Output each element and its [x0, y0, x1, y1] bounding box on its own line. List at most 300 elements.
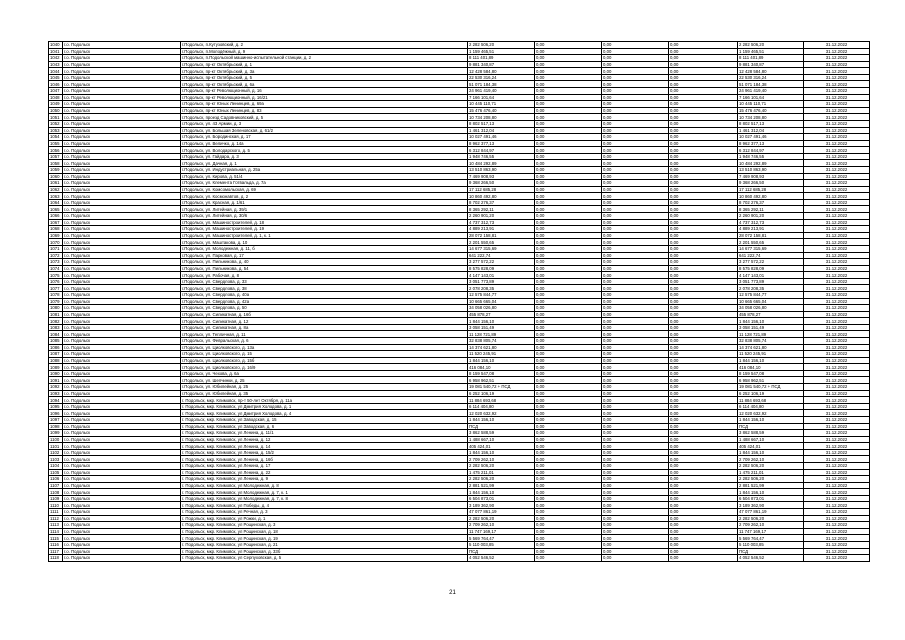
total-cost-cell: 416 084,10 — [468, 364, 535, 371]
local-funds-cell: 0,00 — [669, 74, 738, 81]
table-row — [49, 55, 870, 62]
deadline-date-cell: 31.12.2022 — [804, 140, 870, 147]
regional-funds-cell: 0,00 — [602, 305, 669, 312]
federal-funds-cell: 0,00 — [535, 515, 602, 522]
owner-funds-cell: 3 277 572,22 — [738, 259, 804, 266]
municipality-cell: г.о. Подольск — [63, 114, 181, 121]
municipality-cell: г.о. Подольск — [63, 515, 181, 522]
total-cost-cell: 1 844 156,10 — [468, 416, 535, 423]
row-number-cell: 1108 — [49, 489, 63, 496]
row-number-cell: 1109 — [49, 495, 63, 502]
local-funds-cell: 0,00 — [669, 338, 738, 345]
federal-funds-cell: 0,00 — [535, 522, 602, 529]
total-cost-cell: 34 058 026,80 — [468, 305, 535, 312]
address-cell: г. Подольск, мкр. Климовск, ул Речная, д. 3 — [181, 509, 468, 516]
owner-funds-cell: 2 282 506,20 — [738, 515, 804, 522]
address-cell: г.Подольск, пр-кт Октябрьский, д. 5 — [181, 74, 468, 81]
deadline-date-cell: 31.12.2022 — [804, 515, 870, 522]
deadline-date-cell: 31.12.2022 — [804, 81, 870, 88]
total-cost-cell: 15 476 476,40 — [468, 107, 535, 114]
owner-funds-cell: 6 252 106,19 — [738, 390, 804, 397]
table-row — [49, 259, 870, 266]
local-funds-cell: 0,00 — [669, 390, 738, 397]
municipality-cell: г.о. Подольск — [63, 147, 181, 154]
owner-funds-cell: 455 878,27 — [738, 311, 804, 318]
regional-funds-cell: 0,00 — [602, 199, 669, 206]
municipality-cell: г.о. Подольск — [63, 502, 181, 509]
owner-funds-cell: 32 838 805,74 — [738, 338, 804, 345]
owner-funds-cell: 1 948 746,55 — [738, 153, 804, 160]
municipality-cell: г.о. Подольск — [63, 68, 181, 75]
total-cost-cell: 32 838 805,74 — [468, 338, 535, 345]
row-number-cell: 1050 — [49, 107, 63, 114]
municipality-cell: г.о. Подольск — [63, 291, 181, 298]
total-cost-cell: 9 368 266,50 — [468, 180, 535, 187]
deadline-date-cell: 31.12.2022 — [804, 364, 870, 371]
federal-funds-cell: 0,00 — [535, 291, 602, 298]
federal-funds-cell: 0,00 — [535, 535, 602, 542]
owner-funds-cell: 6 504 873,01 — [738, 495, 804, 502]
local-funds-cell: 0,00 — [669, 489, 738, 496]
table-row — [49, 107, 870, 114]
local-funds-cell: 0,00 — [669, 160, 738, 167]
municipality-cell: г.о. Подольск — [63, 403, 181, 410]
row-number-cell: 1077 — [49, 285, 63, 292]
row-number-cell: 1044 — [49, 68, 63, 75]
deadline-date-cell: 31.12.2022 — [804, 410, 870, 417]
total-cost-cell: 5 569 764,47 — [468, 535, 535, 542]
total-cost-cell: 8 802 517,13 — [468, 120, 535, 127]
municipality-cell: г.о. Подольск — [63, 423, 181, 430]
total-cost-cell: 2 282 506,20 — [468, 42, 535, 49]
row-number-cell: 1055 — [49, 140, 63, 147]
regional-funds-cell: 0,00 — [602, 42, 669, 49]
local-funds-cell: 0,00 — [669, 423, 738, 430]
deadline-date-cell: 31.12.2022 — [804, 219, 870, 226]
table-row — [49, 324, 870, 331]
total-cost-cell: 28 072 158,81 — [468, 232, 535, 239]
municipality-cell: г.о. Подольск — [63, 384, 181, 391]
local-funds-cell: 0,00 — [669, 186, 738, 193]
regional-funds-cell: 0,00 — [602, 259, 669, 266]
federal-funds-cell: 0,00 — [535, 416, 602, 423]
federal-funds-cell: 0,00 — [535, 147, 602, 154]
municipality-cell: г.о. Подольск — [63, 351, 181, 358]
local-funds-cell: 0,00 — [669, 555, 738, 562]
federal-funds-cell: 0,00 — [535, 548, 602, 555]
local-funds-cell: 0,00 — [669, 502, 738, 509]
local-funds-cell: 0,00 — [669, 522, 738, 529]
owner-funds-cell: 8 575 828,09 — [738, 265, 804, 272]
apartment-repair-table — [48, 41, 870, 562]
address-cell: г.Подольск, проезд Садовниковский, д. 5 — [181, 114, 468, 121]
total-cost-cell: 1 948 746,55 — [468, 153, 535, 160]
local-funds-cell: 0,00 — [669, 107, 738, 114]
address-cell: г.Подольск, ул. Юбилейная, д. 35 — [181, 390, 468, 397]
municipality-cell: г.о. Подольск — [63, 476, 181, 483]
owner-funds-cell: 1 461 312,04 — [738, 127, 804, 134]
total-cost-cell: 12 020 632,92 — [468, 410, 535, 417]
address-cell: г.Подольск, ул. Свердлова, д. 42а — [181, 298, 468, 305]
municipality-cell: г.о. Подольск — [63, 397, 181, 404]
municipality-cell: г.о. Подольск — [63, 364, 181, 371]
municipality-cell: г.о. Подольск — [63, 206, 181, 213]
regional-funds-cell: 0,00 — [602, 107, 669, 114]
address-cell: г. Подольск, мкр. Климовск, ул Ленина, д. 17 — [181, 463, 468, 470]
table-row — [49, 265, 870, 272]
owner-funds-cell: 14 677 315,69 — [738, 245, 804, 252]
table-row — [49, 311, 870, 318]
total-cost-cell: 51 071 184,38 — [468, 81, 535, 88]
owner-funds-cell: 10 445 110,71 — [738, 101, 804, 108]
table-row — [49, 548, 870, 555]
table-row — [49, 232, 870, 239]
total-cost-cell: 3 051 773,89 — [468, 278, 535, 285]
municipality-cell: г.о. Подольск — [63, 443, 181, 450]
row-number-cell: 1089 — [49, 364, 63, 371]
municipality-cell: г.о. Подольск — [63, 81, 181, 88]
federal-funds-cell: 0,00 — [535, 259, 602, 266]
regional-funds-cell: 0,00 — [602, 298, 669, 305]
local-funds-cell: 0,00 — [669, 357, 738, 364]
table-row — [49, 403, 870, 410]
row-number-cell: 1065 — [49, 206, 63, 213]
federal-funds-cell: 0,00 — [535, 305, 602, 312]
local-funds-cell: 0,00 — [669, 463, 738, 470]
municipality-cell: г.о. Подольск — [63, 344, 181, 351]
federal-funds-cell: 0,00 — [535, 245, 602, 252]
federal-funds-cell: 0,00 — [535, 331, 602, 338]
table-row — [49, 456, 870, 463]
federal-funds-cell: 0,00 — [535, 272, 602, 279]
address-cell: г.Подольск, ул. Молодежная, д. 11, б — [181, 245, 468, 252]
deadline-date-cell: 31.12.2022 — [804, 291, 870, 298]
federal-funds-cell: 0,00 — [535, 186, 602, 193]
address-cell: г. Подольск, мкр. Климовск, ул Рощинская, д. 18 — [181, 528, 468, 535]
owner-funds-cell: 5 110 003,85 — [738, 541, 804, 548]
federal-funds-cell: 0,00 — [535, 370, 602, 377]
row-number-cell: 1079 — [49, 298, 63, 305]
owner-funds-cell: 6 958 962,51 — [738, 377, 804, 384]
regional-funds-cell: 0,00 — [602, 331, 669, 338]
deadline-date-cell: 31.12.2022 — [804, 449, 870, 456]
federal-funds-cell: 0,00 — [535, 219, 602, 226]
municipality-cell: г.о. Подольск — [63, 226, 181, 233]
row-number-cell: 1063 — [49, 193, 63, 200]
table-row — [49, 318, 870, 325]
row-number-cell: 1098 — [49, 423, 63, 430]
table-row — [49, 186, 870, 193]
owner-funds-cell: 416 084,10 — [738, 364, 804, 371]
local-funds-cell: 0,00 — [669, 120, 738, 127]
federal-funds-cell: 0,00 — [535, 324, 602, 331]
federal-funds-cell: 0,00 — [535, 528, 602, 535]
municipality-cell: г.о. Подольск — [63, 48, 181, 55]
address-cell: г.Подольск, пр-кт Октябрьский, д. 6а — [181, 81, 468, 88]
address-cell: г. Подольск, мкр. Климовск, ул Молодежная, д. 8 — [181, 482, 468, 489]
address-cell: г. Подольск, мкр. Климовск, ул Молодежная, д. 7, к. 8 — [181, 495, 468, 502]
table-row — [49, 436, 870, 443]
owner-funds-cell: 2 282 506,20 — [738, 476, 804, 483]
total-cost-cell: 1 461 312,04 — [468, 127, 535, 134]
local-funds-cell: 0,00 — [669, 173, 738, 180]
deadline-date-cell: 31.12.2022 — [804, 390, 870, 397]
owner-funds-cell: 28 072 158,81 — [738, 232, 804, 239]
owner-funds-cell: 14 374 621,80 — [738, 344, 804, 351]
deadline-date-cell: 31.12.2022 — [804, 206, 870, 213]
row-number-cell: 1118 — [49, 555, 63, 562]
address-cell: г.Подольск, ул. Машиностроителей, д. 19 — [181, 226, 468, 233]
total-cost-cell: 13 510 863,90 — [468, 166, 535, 173]
deadline-date-cell: 31.12.2022 — [804, 101, 870, 108]
local-funds-cell: 0,00 — [669, 397, 738, 404]
address-cell: г.Подольск, ул. Шепчинки, д. 25 — [181, 377, 468, 384]
table-row — [49, 81, 870, 88]
row-number-cell: 1072 — [49, 252, 63, 259]
municipality-cell: г.о. Подольск — [63, 311, 181, 318]
owner-funds-cell: 5 569 764,47 — [738, 535, 804, 542]
federal-funds-cell: 0,00 — [535, 166, 602, 173]
row-number-cell: 1092 — [49, 384, 63, 391]
deadline-date-cell: 31.12.2022 — [804, 324, 870, 331]
deadline-date-cell: 31.12.2022 — [804, 298, 870, 305]
regional-funds-cell: 0,00 — [602, 186, 669, 193]
regional-funds-cell: 0,00 — [602, 476, 669, 483]
row-number-cell: 1061 — [49, 180, 63, 187]
municipality-cell: г.о. Подольск — [63, 298, 181, 305]
owner-funds-cell: 2 260 901,20 — [738, 213, 804, 220]
deadline-date-cell: 31.12.2022 — [804, 463, 870, 470]
deadline-date-cell: 31.12.2022 — [804, 443, 870, 450]
regional-funds-cell: 0,00 — [602, 219, 669, 226]
regional-funds-cell: 0,00 — [602, 541, 669, 548]
municipality-cell: г.о. Подольск — [63, 324, 181, 331]
local-funds-cell: 0,00 — [669, 48, 738, 55]
deadline-date-cell: 31.12.2022 — [804, 357, 870, 364]
table-row — [49, 166, 870, 173]
deadline-date-cell: 31.12.2022 — [804, 305, 870, 312]
regional-funds-cell: 0,00 — [602, 193, 669, 200]
owner-funds-cell: 4 889 213,91 — [738, 226, 804, 233]
row-number-cell: 1042 — [49, 55, 63, 62]
table-row — [49, 74, 870, 81]
local-funds-cell: 0,00 — [669, 548, 738, 555]
total-cost-cell: 2 282 506,20 — [468, 463, 535, 470]
row-number-cell: 1114 — [49, 528, 63, 535]
table-row — [49, 140, 870, 147]
federal-funds-cell: 0,00 — [535, 180, 602, 187]
table-row — [49, 101, 870, 108]
local-funds-cell: 0,00 — [669, 278, 738, 285]
total-cost-cell: 2 709 262,10 — [468, 456, 535, 463]
row-number-cell: 1073 — [49, 259, 63, 266]
federal-funds-cell: 0,00 — [535, 338, 602, 345]
address-cell: г. Подольск, мкр. Климовск, пр-т 50-лет Октября, д. 11а — [181, 397, 468, 404]
local-funds-cell: 0,00 — [669, 482, 738, 489]
municipality-cell: г.о. Подольск — [63, 390, 181, 397]
table-row — [49, 430, 870, 437]
table-row — [49, 351, 870, 358]
total-cost-cell: 1 844 156,10 — [468, 449, 535, 456]
total-cost-cell: 24 961 419,40 — [468, 88, 535, 95]
total-cost-cell: 1 488 667,10 — [468, 436, 535, 443]
deadline-date-cell: 31.12.2022 — [804, 147, 870, 154]
owner-funds-cell: 10 734 208,80 — [738, 114, 804, 121]
table-row — [49, 528, 870, 535]
regional-funds-cell: 0,00 — [602, 410, 669, 417]
total-cost-cell: 2 201 550,65 — [468, 239, 535, 246]
row-number-cell: 1080 — [49, 305, 63, 312]
table-row — [49, 489, 870, 496]
regional-funds-cell: 0,00 — [602, 232, 669, 239]
table-row — [49, 272, 870, 279]
deadline-date-cell: 31.12.2022 — [804, 127, 870, 134]
federal-funds-cell: 0,00 — [535, 318, 602, 325]
deadline-date-cell: 31.12.2022 — [804, 351, 870, 358]
federal-funds-cell: 0,00 — [535, 311, 602, 318]
regional-funds-cell: 0,00 — [602, 213, 669, 220]
row-number-cell: 1058 — [49, 160, 63, 167]
total-cost-cell: 641 222,74 — [468, 252, 535, 259]
local-funds-cell: 0,00 — [669, 535, 738, 542]
local-funds-cell: 0,00 — [669, 370, 738, 377]
owner-funds-cell: 3 051 773,89 — [738, 278, 804, 285]
federal-funds-cell: 0,00 — [535, 140, 602, 147]
local-funds-cell: 0,00 — [669, 55, 738, 62]
regional-funds-cell: 0,00 — [602, 120, 669, 127]
municipality-cell: г.о. Подольск — [63, 436, 181, 443]
row-number-cell: 1066 — [49, 213, 63, 220]
deadline-date-cell: 31.12.2022 — [804, 436, 870, 443]
row-number-cell: 1083 — [49, 324, 63, 331]
deadline-date-cell: 31.12.2022 — [804, 489, 870, 496]
total-cost-cell: 405 424,01 — [468, 443, 535, 450]
address-cell: г.Подольск, ул. Рабочая, д. 8 — [181, 272, 468, 279]
local-funds-cell: 0,00 — [669, 430, 738, 437]
row-number-cell: 1054 — [49, 134, 63, 141]
table-row — [49, 173, 870, 180]
owner-funds-cell: 641 222,74 — [738, 252, 804, 259]
deadline-date-cell: 31.12.2022 — [804, 509, 870, 516]
deadline-date-cell: 31.12.2022 — [804, 134, 870, 141]
regional-funds-cell: 0,00 — [602, 127, 669, 134]
table-row — [49, 226, 870, 233]
table-row — [49, 535, 870, 542]
owner-funds-cell: 1 844 156,10 — [738, 416, 804, 423]
regional-funds-cell: 0,00 — [602, 291, 669, 298]
deadline-date-cell: 31.12.2022 — [804, 423, 870, 430]
regional-funds-cell: 0,00 — [602, 555, 669, 562]
row-number-cell: 1085 — [49, 338, 63, 345]
row-number-cell: 1041 — [49, 48, 63, 55]
regional-funds-cell: 0,00 — [602, 535, 669, 542]
regional-funds-cell: 0,00 — [602, 416, 669, 423]
local-funds-cell: 0,00 — [669, 331, 738, 338]
local-funds-cell: 0,00 — [669, 305, 738, 312]
local-funds-cell: 0,00 — [669, 469, 738, 476]
total-cost-cell: 19 081 540,72 + ПСД — [468, 384, 535, 391]
total-cost-cell: 8 111 401,89 — [468, 55, 535, 62]
federal-funds-cell: 0,00 — [535, 134, 602, 141]
regional-funds-cell: 0,00 — [602, 160, 669, 167]
municipality-cell: г.о. Подольск — [63, 469, 181, 476]
total-cost-cell: 6 958 962,51 — [468, 377, 535, 384]
regional-funds-cell: 0,00 — [602, 278, 669, 285]
municipality-cell: г.о. Подольск — [63, 160, 181, 167]
row-number-cell: 1113 — [49, 522, 63, 529]
table-row — [49, 94, 870, 101]
total-cost-cell: 7 166 101,64 — [468, 94, 535, 101]
table-row — [49, 160, 870, 167]
local-funds-cell: 0,00 — [669, 344, 738, 351]
owner-funds-cell: 3 189 362,90 — [738, 502, 804, 509]
address-cell: г.Подольск, пр-кт Революционный, д. 16/21 — [181, 94, 468, 101]
total-cost-cell: 11 884 693,68 — [468, 397, 535, 404]
deadline-date-cell: 31.12.2022 — [804, 245, 870, 252]
total-cost-cell: 14 677 315,69 — [468, 245, 535, 252]
row-number-cell: 1105 — [49, 469, 63, 476]
owner-funds-cell: 8 702 276,37 — [738, 199, 804, 206]
deadline-date-cell: 31.12.2022 — [804, 344, 870, 351]
federal-funds-cell: 0,00 — [535, 226, 602, 233]
local-funds-cell: 0,00 — [669, 153, 738, 160]
municipality-cell: г.о. Подольск — [63, 180, 181, 187]
owner-funds-cell: 19 081 540,72 + ПСД — [738, 384, 804, 391]
regional-funds-cell: 0,00 — [602, 140, 669, 147]
table-row — [49, 180, 870, 187]
municipality-cell: г.о. Подольск — [63, 410, 181, 417]
local-funds-cell: 0,00 — [669, 127, 738, 134]
table-row — [49, 48, 870, 55]
address-cell: г.Подольск, ул. Дачная, д. 1 — [181, 160, 468, 167]
local-funds-cell: 0,00 — [669, 364, 738, 371]
federal-funds-cell: 0,00 — [535, 403, 602, 410]
owner-funds-cell: 1 844 156,10 — [738, 489, 804, 496]
deadline-date-cell: 31.12.2022 — [804, 370, 870, 377]
deadline-date-cell: 31.12.2022 — [804, 153, 870, 160]
regional-funds-cell: 0,00 — [602, 252, 669, 259]
row-number-cell: 1046 — [49, 81, 63, 88]
local-funds-cell: 0,00 — [669, 42, 738, 49]
address-cell: г. Подольск, мкр. Климовск, ул Молодежная, д. 7, к. 1 — [181, 489, 468, 496]
municipality-cell: г.о. Подольск — [63, 193, 181, 200]
table-row — [49, 390, 870, 397]
federal-funds-cell: 0,00 — [535, 88, 602, 95]
regional-funds-cell: 0,00 — [602, 180, 669, 187]
total-cost-cell: 4 147 143,01 — [468, 272, 535, 279]
table-row — [49, 384, 870, 391]
total-cost-cell: 12 428 584,80 — [468, 68, 535, 75]
regional-funds-cell: 0,00 — [602, 206, 669, 213]
row-number-cell: 1040 — [49, 42, 63, 49]
table-row — [49, 331, 870, 338]
address-cell: г. Подольск, мкр. Климовск, ул Серпуховская, д. 5 — [181, 555, 468, 562]
municipality-cell: г.о. Подольск — [63, 74, 181, 81]
table-row — [49, 153, 870, 160]
deadline-date-cell: 31.12.2022 — [804, 48, 870, 55]
deadline-date-cell: 31.12.2022 — [804, 416, 870, 423]
owner-funds-cell: 2 709 262,10 — [738, 522, 804, 529]
owner-funds-cell: 9 368 266,50 — [738, 180, 804, 187]
total-cost-cell: 455 878,27 — [468, 311, 535, 318]
municipality-cell: г.о. Подольск — [63, 305, 181, 312]
local-funds-cell: 0,00 — [669, 377, 738, 384]
local-funds-cell: 0,00 — [669, 410, 738, 417]
local-funds-cell: 0,00 — [669, 61, 738, 68]
municipality-cell: г.о. Подольск — [63, 252, 181, 259]
table-row — [49, 68, 870, 75]
address-cell: г.Подольск, пр-кт Юных Ленинцев, д. 83 — [181, 107, 468, 114]
